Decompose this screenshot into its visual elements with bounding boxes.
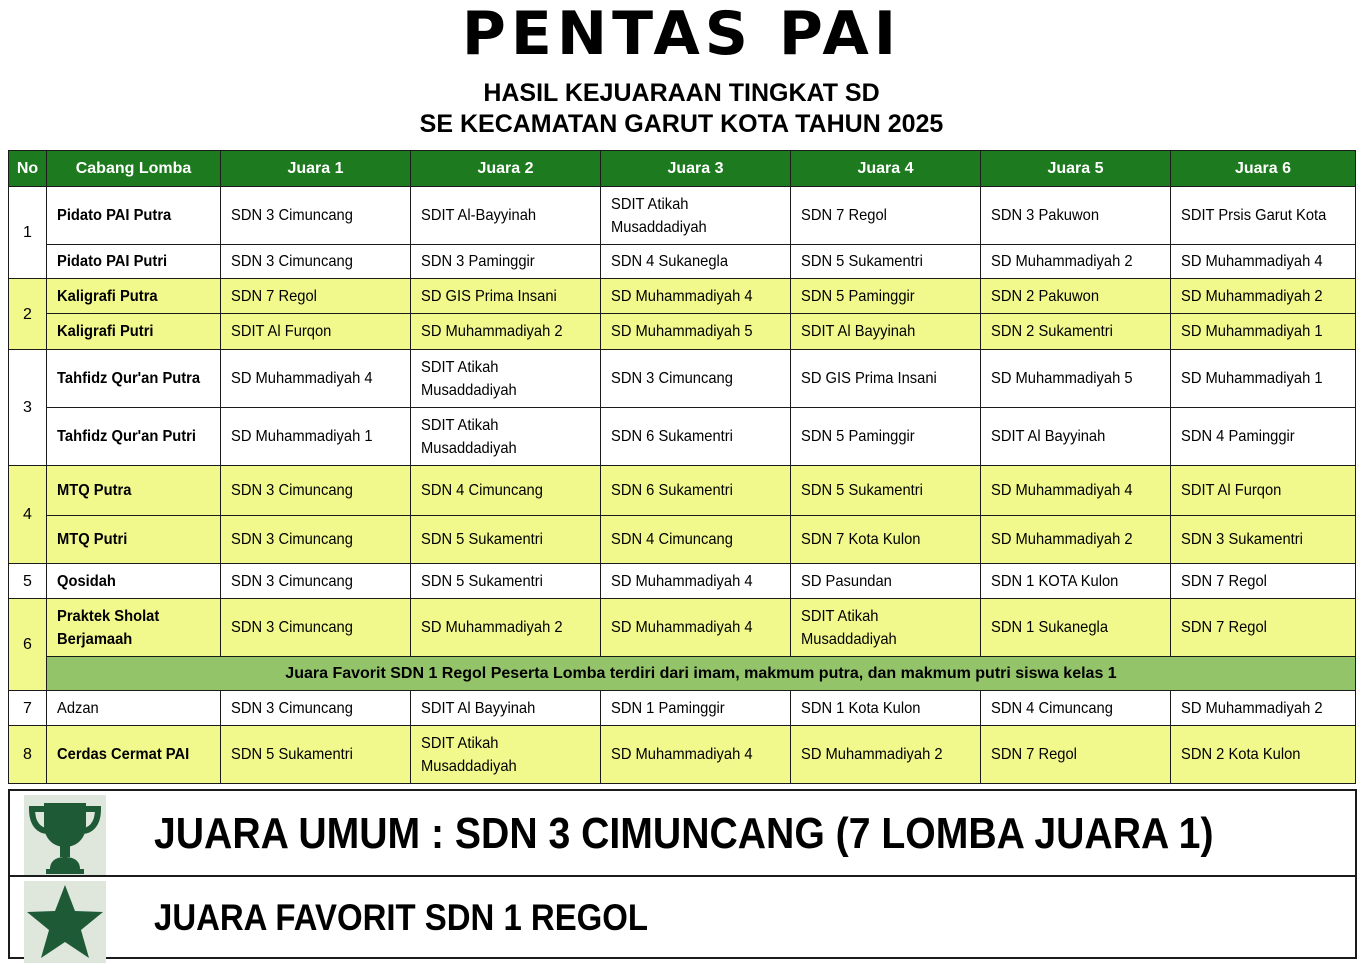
school-name: SDN 5 Sukamentri xyxy=(421,531,543,548)
juara-6-cell xyxy=(1171,691,1356,726)
juara-5-cell xyxy=(981,726,1171,784)
juara-4-cell xyxy=(791,408,981,466)
school-name: SDN 5 Paminggir xyxy=(801,428,915,445)
table-row xyxy=(9,516,1356,564)
column-header-juara-5: Juara 5 xyxy=(981,151,1171,187)
star-icon-cell xyxy=(24,881,106,963)
table-header-row xyxy=(9,151,1356,187)
cabang-lomba-label: Pidato PAI Putra xyxy=(57,207,172,224)
school-name: SDN 4 Cimuncang xyxy=(991,699,1113,717)
cabang-lomba-cell xyxy=(47,245,221,279)
school-name: SDN 3 Cimuncang xyxy=(611,370,733,387)
cabang-lomba-cell xyxy=(47,279,221,314)
juara-3-cell xyxy=(601,408,791,466)
row-number: 3 xyxy=(9,350,47,466)
juara-3-cell xyxy=(601,564,791,599)
juara-2-cell xyxy=(411,408,601,466)
juara-3-cell xyxy=(601,726,791,784)
school-name: SDIT Al Furqon xyxy=(1181,482,1282,499)
cabang-lomba-cell xyxy=(47,599,221,657)
school-name: SDN 4 Paminggir xyxy=(1181,428,1295,445)
school-name: SDN 7 Regol xyxy=(801,207,887,224)
juara-3-cell xyxy=(601,350,791,408)
juara-1-cell xyxy=(221,516,411,564)
school-name: SDN 1 KOTA Kulon xyxy=(991,572,1119,590)
school-name: SD Muhammadiyah 4 xyxy=(611,287,753,305)
school-name: SDN 6 Sukamentri xyxy=(611,428,733,445)
juara-1-cell xyxy=(221,187,411,245)
row-number: 7 xyxy=(9,691,47,726)
school-name: SDN 1 Kota Kulon xyxy=(801,699,921,717)
school-name: SDN 3 Pakuwon xyxy=(991,207,1099,224)
trophy-icon-cell xyxy=(24,795,106,877)
juara-6-cell xyxy=(1171,279,1356,314)
juara-4-cell xyxy=(791,279,981,314)
row-number: 5 xyxy=(9,564,47,599)
school-name: SD Muhammadiyah 1 xyxy=(231,428,373,445)
cabang-lomba-label: Kaligrafi Putri xyxy=(57,323,154,340)
juara-5-cell xyxy=(981,516,1171,564)
cabang-lomba-cell xyxy=(47,466,221,516)
school-name: SDN 2 Kota Kulon xyxy=(1181,746,1301,763)
school-name: SDN 6 Sukamentri xyxy=(611,482,733,499)
juara-6-cell xyxy=(1171,516,1356,564)
juara-2-cell xyxy=(411,279,601,314)
cabang-lomba-cell xyxy=(47,691,221,726)
favorit-note xyxy=(47,657,1356,691)
table-row xyxy=(9,279,1356,314)
cabang-lomba-label: Qosidah xyxy=(57,572,116,590)
results-table xyxy=(8,150,1356,784)
cabang-lomba-label: Pidato PAI Putri xyxy=(57,253,168,270)
table-row xyxy=(9,187,1356,245)
table-row xyxy=(9,691,1356,726)
cabang-lomba-label: Cerdas Cermat PAI xyxy=(57,746,190,763)
school-name: SDIT Atikah Musaddadiyah xyxy=(421,358,517,399)
juara-4-cell xyxy=(791,599,981,657)
juara-6-cell xyxy=(1171,466,1356,516)
school-name: SDN 3 Cimuncang xyxy=(231,482,353,499)
juara-3-cell xyxy=(601,245,791,279)
juara-1-cell xyxy=(221,350,411,408)
school-name: SDN 7 Regol xyxy=(1181,572,1267,590)
school-name: SD Muhammadiyah 2 xyxy=(801,746,943,763)
school-name: SD Muhammadiyah 4 xyxy=(991,482,1133,499)
school-name: SDN 5 Sukamentri xyxy=(801,482,923,499)
favorit-note-text: Juara Favorit SDN 1 Regol Peserta Lomba terdiri dari imam, makmum putra, dan makmum putri siswa kelas 1 xyxy=(285,665,1117,682)
school-name: SD Muhammadiyah 2 xyxy=(991,531,1133,548)
cabang-lomba-cell xyxy=(47,564,221,599)
column-header-juara-6: Juara 6 xyxy=(1171,151,1356,187)
juara-1-cell xyxy=(221,245,411,279)
school-name: SD Muhammadiyah 2 xyxy=(991,253,1133,270)
school-name: SDN 3 Sukamentri xyxy=(1181,531,1303,548)
juara-6-cell xyxy=(1171,245,1356,279)
school-name: SDN 2 Sukamentri xyxy=(991,323,1113,340)
juara-4-cell xyxy=(791,726,981,784)
juara-3-cell xyxy=(601,314,791,350)
school-name: SDIT Atikah Musaddadiyah xyxy=(421,734,517,775)
school-name: SD Muhammadiyah 4 xyxy=(611,746,753,763)
table-row xyxy=(9,245,1356,279)
juara-1-cell xyxy=(221,726,411,784)
page-subtitle-line2: SE KECAMATAN GARUT KOTA TAHUN 2025 xyxy=(419,110,944,138)
juara-5-cell xyxy=(981,187,1171,245)
juara-2-cell xyxy=(411,599,601,657)
juara-2-cell xyxy=(411,187,601,245)
column-header-juara-4: Juara 4 xyxy=(791,151,981,187)
school-name: SDN 2 Pakuwon xyxy=(991,287,1099,305)
juara-umum-text: JUARA UMUM : SDN 3 CIMUNCANG (7 LOMBA JUARA 1) xyxy=(154,809,1214,858)
school-name: SDN 4 Sukanegla xyxy=(611,253,729,270)
cabang-lomba-label: MTQ Putra xyxy=(57,482,132,499)
cabang-lomba-cell xyxy=(47,187,221,245)
juara-2-cell xyxy=(411,564,601,599)
juara-3-cell xyxy=(601,516,791,564)
juara-4-cell xyxy=(791,187,981,245)
table-row xyxy=(9,726,1356,784)
juara-2-cell xyxy=(411,350,601,408)
table-row xyxy=(9,466,1356,516)
school-name: SDIT Atikah Musaddadiyah xyxy=(801,607,897,648)
juara-2-cell xyxy=(411,516,601,564)
school-name: SD Muhammadiyah 2 xyxy=(421,619,563,636)
school-name: SD Muhammadiyah 5 xyxy=(611,323,753,340)
school-name: SDN 5 Sukamentri xyxy=(231,746,353,763)
column-header-juara-2: Juara 2 xyxy=(411,151,601,187)
school-name: SDN 3 Cimuncang xyxy=(231,699,353,717)
cabang-lomba-cell xyxy=(47,408,221,466)
school-name: SDN 4 Cimuncang xyxy=(421,482,543,499)
juara-1-cell xyxy=(221,466,411,516)
school-name: SDN 5 Paminggir xyxy=(801,287,915,305)
school-name: SDIT Al Furqon xyxy=(231,323,332,340)
favorit-note-row xyxy=(9,657,1356,691)
school-name: SDN 7 Kota Kulon xyxy=(801,531,921,548)
page-subtitle-line1: HASIL KEJUARAAN TINGKAT SD xyxy=(483,79,880,107)
juara-5-cell xyxy=(981,691,1171,726)
juara-1-cell xyxy=(221,599,411,657)
school-name: SD Muhammadiyah 4 xyxy=(611,572,753,590)
table-row xyxy=(9,599,1356,657)
juara-1-cell xyxy=(221,564,411,599)
juara-6-cell xyxy=(1171,350,1356,408)
juara-2-cell xyxy=(411,726,601,784)
school-name: SDIT Atikah Musaddadiyah xyxy=(611,195,707,236)
school-name: SD Muhammadiyah 4 xyxy=(611,619,753,636)
juara-favorit-text: JUARA FAVORIT SDN 1 REGOL xyxy=(154,897,649,938)
juara-2-cell xyxy=(411,691,601,726)
school-name: SD GIS Prima Insani xyxy=(421,287,557,305)
school-name: SDIT Prsis Garut Kota xyxy=(1181,207,1327,224)
cabang-lomba-cell xyxy=(47,314,221,350)
juara-4-cell xyxy=(791,516,981,564)
juara-6-cell xyxy=(1171,314,1356,350)
school-name: SDIT Al Bayyinah xyxy=(801,323,916,340)
school-name: SDIT Al Bayyinah xyxy=(421,699,536,717)
school-name: SD GIS Prima Insani xyxy=(801,370,937,387)
juara-3-cell xyxy=(601,187,791,245)
school-name: SDIT Atikah Musaddadiyah xyxy=(421,416,517,457)
row-number: 1 xyxy=(9,187,47,279)
school-name: SDN 3 Cimuncang xyxy=(231,253,353,270)
juara-6-cell xyxy=(1171,408,1356,466)
school-name: SD Muhammadiyah 1 xyxy=(1181,323,1323,340)
row-number: 4 xyxy=(9,466,47,564)
school-name: SDN 5 Sukamentri xyxy=(801,253,923,270)
juara-2-cell xyxy=(411,466,601,516)
summary-box xyxy=(8,789,1357,959)
school-name: SDN 1 Sukanegla xyxy=(991,619,1109,636)
cabang-lomba-label: Tahfidz Qur'an Putri xyxy=(57,428,196,445)
column-header-juara-1: Juara 1 xyxy=(221,151,411,187)
school-name: SDN 3 Cimuncang xyxy=(231,572,353,590)
school-name: SD Muhammadiyah 4 xyxy=(231,370,373,387)
juara-3-cell xyxy=(601,691,791,726)
juara-6-cell xyxy=(1171,564,1356,599)
juara-4-cell xyxy=(791,314,981,350)
school-name: SDN 3 Paminggir xyxy=(421,253,535,270)
school-name: SDN 4 Cimuncang xyxy=(611,531,733,548)
juara-1-cell xyxy=(221,279,411,314)
juara-3-cell xyxy=(601,599,791,657)
juara-5-cell xyxy=(981,314,1171,350)
juara-4-cell xyxy=(791,350,981,408)
column-header-no: No xyxy=(9,151,47,187)
school-name: SD Muhammadiyah 4 xyxy=(1181,253,1323,270)
juara-4-cell xyxy=(791,691,981,726)
school-name: SDN 7 Regol xyxy=(991,746,1077,763)
juara-5-cell xyxy=(981,564,1171,599)
table-row xyxy=(9,564,1356,599)
column-header-cabang: Cabang Lomba xyxy=(47,151,221,187)
juara-6-cell xyxy=(1171,187,1356,245)
school-name: SDN 3 Cimuncang xyxy=(231,207,353,224)
trophy-icon xyxy=(24,795,106,877)
row-number: 2 xyxy=(9,279,47,350)
juara-2-cell xyxy=(411,245,601,279)
juara-3-cell xyxy=(601,279,791,314)
juara-4-cell xyxy=(791,564,981,599)
cabang-lomba-label: Praktek Sholat Berjamaah xyxy=(57,607,160,648)
juara-4-cell xyxy=(791,245,981,279)
juara-6-cell xyxy=(1171,726,1356,784)
table-row xyxy=(9,314,1356,350)
juara-5-cell xyxy=(981,245,1171,279)
juara-1-cell xyxy=(221,691,411,726)
school-name: SDN 7 Regol xyxy=(231,287,317,305)
juara-1-cell xyxy=(221,408,411,466)
school-name: SDN 5 Sukamentri xyxy=(421,572,543,590)
juara-1-cell xyxy=(221,314,411,350)
juara-6-cell xyxy=(1171,599,1356,657)
juara-3-cell xyxy=(601,466,791,516)
column-header-juara-3: Juara 3 xyxy=(601,151,791,187)
school-name: SD Muhammadiyah 2 xyxy=(1181,699,1323,717)
juara-2-cell xyxy=(411,314,601,350)
row-number: 8 xyxy=(9,726,47,784)
school-name: SDIT Al-Bayyinah xyxy=(421,207,537,224)
school-name: SDIT Al Bayyinah xyxy=(991,428,1106,445)
school-name: SD Muhammadiyah 1 xyxy=(1181,370,1323,387)
summary-divider xyxy=(10,875,1355,877)
school-name: SDN 1 Paminggir xyxy=(611,699,725,717)
school-name: SD Muhammadiyah 5 xyxy=(991,370,1133,387)
juara-5-cell xyxy=(981,466,1171,516)
juara-5-cell xyxy=(981,350,1171,408)
school-name: SD Pasundan xyxy=(801,572,892,590)
cabang-lomba-label: Kaligrafi Putra xyxy=(57,287,158,305)
table-row xyxy=(9,350,1356,408)
school-name: SDN 3 Cimuncang xyxy=(231,531,353,548)
cabang-lomba-label: MTQ Putri xyxy=(57,531,128,548)
juara-5-cell xyxy=(981,408,1171,466)
table-row xyxy=(9,408,1356,466)
cabang-lomba-label: Adzan xyxy=(57,699,99,717)
juara-5-cell xyxy=(981,599,1171,657)
cabang-lomba-cell xyxy=(47,516,221,564)
school-name: SDN 7 Regol xyxy=(1181,619,1267,636)
row-number: 6 xyxy=(9,599,47,691)
school-name: SD Muhammadiyah 2 xyxy=(421,323,563,340)
juara-4-cell xyxy=(791,466,981,516)
star-icon xyxy=(24,881,106,963)
page-title: PENTAS PAI xyxy=(461,0,902,69)
juara-5-cell xyxy=(981,279,1171,314)
cabang-lomba-cell xyxy=(47,726,221,784)
school-name: SD Muhammadiyah 2 xyxy=(1181,287,1323,305)
cabang-lomba-label: Tahfidz Qur'an Putra xyxy=(57,370,201,387)
cabang-lomba-cell xyxy=(47,350,221,408)
school-name: SDN 3 Cimuncang xyxy=(231,619,353,636)
